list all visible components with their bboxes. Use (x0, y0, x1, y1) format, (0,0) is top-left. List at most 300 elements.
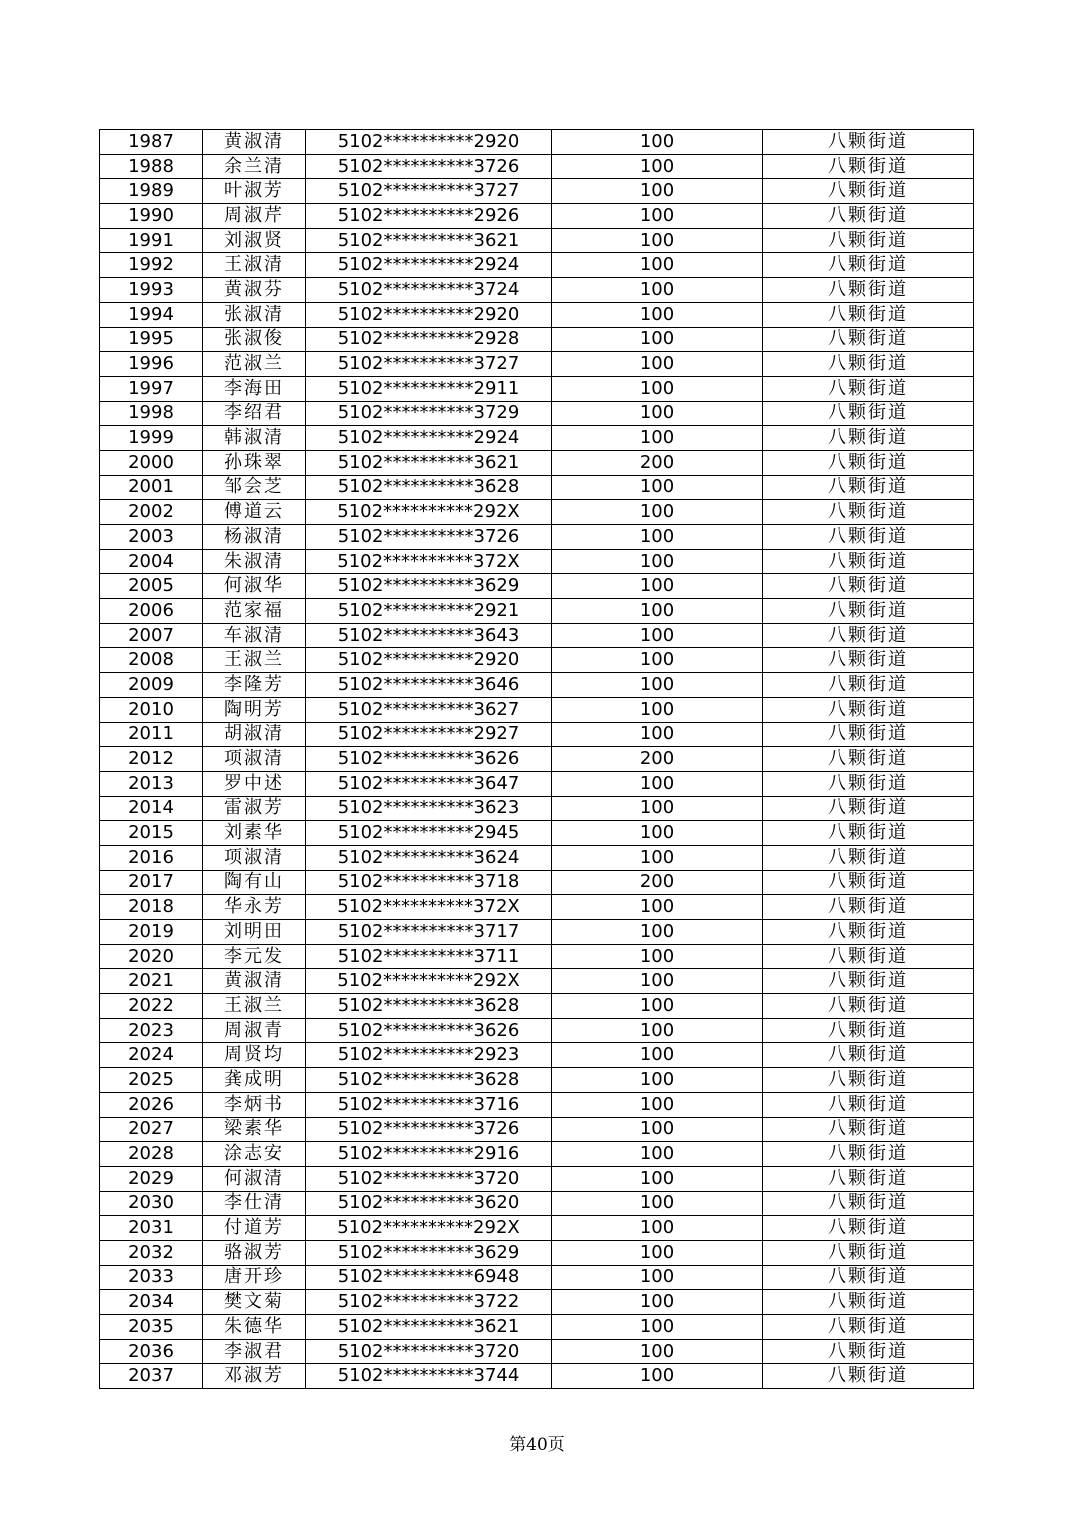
row-number-cell: 2031 (100, 1216, 203, 1241)
row-number-cell: 2025 (100, 1068, 203, 1093)
row-number-cell: 2032 (100, 1240, 203, 1265)
amount-cell: 100 (552, 1339, 763, 1364)
amount-cell: 100 (552, 376, 763, 401)
amount-cell: 200 (552, 870, 763, 895)
row-number-cell: 2005 (100, 574, 203, 599)
amount-cell: 100 (552, 130, 763, 155)
id-number-cell: 5102**********3643 (306, 623, 552, 648)
id-number-cell: 5102**********372X (306, 895, 552, 920)
street-cell: 八颗街道 (763, 1191, 974, 1216)
name-cell: 陶明芳 (203, 697, 306, 722)
street-cell: 八颗街道 (763, 130, 974, 155)
page-number: 第40页 (509, 1435, 565, 1455)
table-row (100, 821, 974, 846)
amount-cell: 100 (552, 525, 763, 550)
name-cell: 周淑芹 (203, 204, 306, 229)
table-row (100, 599, 974, 624)
table-row (100, 722, 974, 747)
row-number-cell: 1993 (100, 278, 203, 303)
table-row (100, 130, 974, 155)
table-row (100, 475, 974, 500)
street-cell: 八颗街道 (763, 821, 974, 846)
row-number-cell: 1988 (100, 154, 203, 179)
name-cell: 项淑清 (203, 747, 306, 772)
name-cell: 朱德华 (203, 1315, 306, 1340)
street-cell: 八颗街道 (763, 870, 974, 895)
street-cell: 八颗街道 (763, 845, 974, 870)
id-number-cell: 5102**********2924 (306, 426, 552, 451)
id-number-cell: 5102**********2923 (306, 1043, 552, 1068)
name-cell: 邓淑芳 (203, 1364, 306, 1389)
id-number-cell: 5102**********2945 (306, 821, 552, 846)
name-cell: 李淑君 (203, 1339, 306, 1364)
table-row (100, 648, 974, 673)
name-cell: 王淑清 (203, 253, 306, 278)
name-cell: 范家福 (203, 599, 306, 624)
amount-cell: 100 (552, 920, 763, 945)
row-number-cell: 1992 (100, 253, 203, 278)
amount-cell: 100 (552, 821, 763, 846)
id-number-cell: 5102**********2916 (306, 1142, 552, 1167)
records-table-body (100, 130, 974, 1389)
name-cell: 樊文菊 (203, 1290, 306, 1315)
row-number-cell: 1987 (100, 130, 203, 155)
street-cell: 八颗街道 (763, 623, 974, 648)
name-cell: 雷淑芳 (203, 796, 306, 821)
street-cell: 八颗街道 (763, 1315, 974, 1340)
name-cell: 何淑清 (203, 1166, 306, 1191)
amount-cell: 100 (552, 697, 763, 722)
amount-cell: 100 (552, 796, 763, 821)
amount-cell: 100 (552, 1068, 763, 1093)
row-number-cell: 2026 (100, 1092, 203, 1117)
row-number-cell: 2028 (100, 1142, 203, 1167)
street-cell: 八颗街道 (763, 673, 974, 698)
name-cell: 孙珠翠 (203, 450, 306, 475)
id-number-cell: 5102**********3724 (306, 278, 552, 303)
id-number-cell: 5102**********3621 (306, 228, 552, 253)
street-cell: 八颗街道 (763, 599, 974, 624)
street-cell: 八颗街道 (763, 1166, 974, 1191)
amount-cell: 100 (552, 1240, 763, 1265)
street-cell: 八颗街道 (763, 1364, 974, 1389)
id-number-cell: 5102**********3744 (306, 1364, 552, 1389)
amount-cell: 100 (552, 1117, 763, 1142)
table-row (100, 1216, 974, 1241)
row-number-cell: 2030 (100, 1191, 203, 1216)
table-row (100, 673, 974, 698)
id-number-cell: 5102**********3720 (306, 1166, 552, 1191)
id-number-cell: 5102**********2921 (306, 599, 552, 624)
amount-cell: 100 (552, 1092, 763, 1117)
row-number-cell: 2001 (100, 475, 203, 500)
amount-cell: 100 (552, 1364, 763, 1389)
row-number-cell: 2009 (100, 673, 203, 698)
table-row (100, 450, 974, 475)
table-row (100, 154, 974, 179)
id-number-cell: 5102**********3716 (306, 1092, 552, 1117)
id-number-cell: 5102**********3627 (306, 697, 552, 722)
name-cell: 范淑兰 (203, 352, 306, 377)
name-cell: 杨淑清 (203, 525, 306, 550)
amount-cell: 100 (552, 895, 763, 920)
name-cell: 陶有山 (203, 870, 306, 895)
table-row (100, 771, 974, 796)
id-number-cell: 5102**********3726 (306, 525, 552, 550)
amount-cell: 100 (552, 845, 763, 870)
amount-cell: 100 (552, 574, 763, 599)
street-cell: 八颗街道 (763, 697, 974, 722)
street-cell: 八颗街道 (763, 228, 974, 253)
table-row (100, 179, 974, 204)
amount-cell: 100 (552, 994, 763, 1019)
table-row (100, 1142, 974, 1167)
street-cell: 八颗街道 (763, 1339, 974, 1364)
amount-cell: 200 (552, 450, 763, 475)
table-row (100, 1315, 974, 1340)
table-row (100, 253, 974, 278)
id-number-cell: 5102**********3726 (306, 154, 552, 179)
table-row (100, 1191, 974, 1216)
name-cell: 周淑青 (203, 1018, 306, 1043)
id-number-cell: 5102**********3727 (306, 352, 552, 377)
table-row (100, 1339, 974, 1364)
table-row (100, 204, 974, 229)
name-cell: 王淑兰 (203, 648, 306, 673)
amount-cell: 100 (552, 228, 763, 253)
amount-cell: 100 (552, 648, 763, 673)
table-row (100, 969, 974, 994)
name-cell: 张淑俊 (203, 327, 306, 352)
name-cell: 李绍君 (203, 401, 306, 426)
street-cell: 八颗街道 (763, 574, 974, 599)
table-row (100, 1092, 974, 1117)
name-cell: 唐开珍 (203, 1265, 306, 1290)
street-cell: 八颗街道 (763, 994, 974, 1019)
amount-cell: 100 (552, 1166, 763, 1191)
table-row (100, 525, 974, 550)
table-row (100, 1018, 974, 1043)
row-number-cell: 2012 (100, 747, 203, 772)
street-cell: 八颗街道 (763, 327, 974, 352)
street-cell: 八颗街道 (763, 648, 974, 673)
id-number-cell: 5102**********2920 (306, 302, 552, 327)
row-number-cell: 2019 (100, 920, 203, 945)
id-number-cell: 5102**********3726 (306, 1117, 552, 1142)
row-number-cell: 1997 (100, 376, 203, 401)
table-row (100, 426, 974, 451)
table-row (100, 1166, 974, 1191)
row-number-cell: 2015 (100, 821, 203, 846)
name-cell: 何淑华 (203, 574, 306, 599)
amount-cell: 100 (552, 1315, 763, 1340)
name-cell: 刘素华 (203, 821, 306, 846)
table-row (100, 1240, 974, 1265)
street-cell: 八颗街道 (763, 376, 974, 401)
id-number-cell: 5102**********292X (306, 500, 552, 525)
table-row (100, 944, 974, 969)
name-cell: 李隆芳 (203, 673, 306, 698)
name-cell: 余兰清 (203, 154, 306, 179)
amount-cell: 100 (552, 1043, 763, 1068)
table-row (100, 1043, 974, 1068)
name-cell: 龚成明 (203, 1068, 306, 1093)
row-number-cell: 1998 (100, 401, 203, 426)
id-number-cell: 5102**********2920 (306, 648, 552, 673)
amount-cell: 100 (552, 549, 763, 574)
street-cell: 八颗街道 (763, 525, 974, 550)
street-cell: 八颗街道 (763, 154, 974, 179)
amount-cell: 100 (552, 204, 763, 229)
table-row (100, 549, 974, 574)
name-cell: 黄淑芬 (203, 278, 306, 303)
id-number-cell: 5102**********3646 (306, 673, 552, 698)
amount-cell: 100 (552, 179, 763, 204)
id-number-cell: 5102**********292X (306, 1216, 552, 1241)
street-cell: 八颗街道 (763, 969, 974, 994)
name-cell: 张淑清 (203, 302, 306, 327)
name-cell: 刘淑贤 (203, 228, 306, 253)
table-row (100, 796, 974, 821)
row-number-cell: 2007 (100, 623, 203, 648)
id-number-cell: 5102**********3717 (306, 920, 552, 945)
row-number-cell: 2034 (100, 1290, 203, 1315)
name-cell: 项淑清 (203, 845, 306, 870)
street-cell: 八颗街道 (763, 747, 974, 772)
row-number-cell: 2017 (100, 870, 203, 895)
row-number-cell: 2002 (100, 500, 203, 525)
amount-cell: 100 (552, 1191, 763, 1216)
name-cell: 骆淑芳 (203, 1240, 306, 1265)
amount-cell: 100 (552, 722, 763, 747)
street-cell: 八颗街道 (763, 796, 974, 821)
id-number-cell: 5102**********3629 (306, 574, 552, 599)
id-number-cell: 5102**********3626 (306, 747, 552, 772)
table-row (100, 994, 974, 1019)
id-number-cell: 5102**********6948 (306, 1265, 552, 1290)
table-row (100, 228, 974, 253)
row-number-cell: 2036 (100, 1339, 203, 1364)
table-row (100, 352, 974, 377)
name-cell: 周贤均 (203, 1043, 306, 1068)
table-row (100, 278, 974, 303)
id-number-cell: 5102**********2920 (306, 130, 552, 155)
row-number-cell: 2011 (100, 722, 203, 747)
row-number-cell: 2004 (100, 549, 203, 574)
row-number-cell: 2022 (100, 994, 203, 1019)
id-number-cell: 5102**********3623 (306, 796, 552, 821)
id-number-cell: 5102**********3722 (306, 1290, 552, 1315)
street-cell: 八颗街道 (763, 179, 974, 204)
id-number-cell: 5102**********3620 (306, 1191, 552, 1216)
id-number-cell: 5102**********3727 (306, 179, 552, 204)
table-row (100, 845, 974, 870)
street-cell: 八颗街道 (763, 475, 974, 500)
street-cell: 八颗街道 (763, 549, 974, 574)
row-number-cell: 2033 (100, 1265, 203, 1290)
row-number-cell: 2008 (100, 648, 203, 673)
table-row (100, 1068, 974, 1093)
amount-cell: 200 (552, 747, 763, 772)
id-number-cell: 5102**********3711 (306, 944, 552, 969)
name-cell: 梁素华 (203, 1117, 306, 1142)
id-number-cell: 5102**********3629 (306, 1240, 552, 1265)
street-cell: 八颗街道 (763, 500, 974, 525)
row-number-cell: 2010 (100, 697, 203, 722)
id-number-cell: 5102**********2911 (306, 376, 552, 401)
street-cell: 八颗街道 (763, 450, 974, 475)
records-table (99, 129, 974, 1389)
street-cell: 八颗街道 (763, 1068, 974, 1093)
id-number-cell: 5102**********3628 (306, 475, 552, 500)
id-number-cell: 5102**********3729 (306, 401, 552, 426)
name-cell: 叶淑芳 (203, 179, 306, 204)
name-cell: 车淑清 (203, 623, 306, 648)
row-number-cell: 1990 (100, 204, 203, 229)
name-cell: 刘明田 (203, 920, 306, 945)
table-row (100, 1290, 974, 1315)
table-row (100, 697, 974, 722)
id-number-cell: 5102**********3647 (306, 771, 552, 796)
row-number-cell: 2020 (100, 944, 203, 969)
street-cell: 八颗街道 (763, 1216, 974, 1241)
street-cell: 八颗街道 (763, 1092, 974, 1117)
id-number-cell: 5102**********2927 (306, 722, 552, 747)
name-cell: 李炳书 (203, 1092, 306, 1117)
table-row (100, 870, 974, 895)
row-number-cell: 2014 (100, 796, 203, 821)
name-cell: 邹会芝 (203, 475, 306, 500)
street-cell: 八颗街道 (763, 722, 974, 747)
name-cell: 胡淑清 (203, 722, 306, 747)
table-row (100, 1364, 974, 1389)
name-cell: 李海田 (203, 376, 306, 401)
row-number-cell: 1994 (100, 302, 203, 327)
row-number-cell: 2035 (100, 1315, 203, 1340)
name-cell: 黄淑清 (203, 130, 306, 155)
street-cell: 八颗街道 (763, 1018, 974, 1043)
name-cell: 傅道云 (203, 500, 306, 525)
amount-cell: 100 (552, 1216, 763, 1241)
amount-cell: 100 (552, 500, 763, 525)
amount-cell: 100 (552, 1018, 763, 1043)
amount-cell: 100 (552, 302, 763, 327)
street-cell: 八颗街道 (763, 204, 974, 229)
amount-cell: 100 (552, 475, 763, 500)
row-number-cell: 2027 (100, 1117, 203, 1142)
name-cell: 李仕清 (203, 1191, 306, 1216)
amount-cell: 100 (552, 352, 763, 377)
id-number-cell: 5102**********3628 (306, 994, 552, 1019)
amount-cell: 100 (552, 623, 763, 648)
row-number-cell: 2006 (100, 599, 203, 624)
row-number-cell: 2003 (100, 525, 203, 550)
row-number-cell: 2016 (100, 845, 203, 870)
street-cell: 八颗街道 (763, 1117, 974, 1142)
street-cell: 八颗街道 (763, 944, 974, 969)
street-cell: 八颗街道 (763, 1265, 974, 1290)
table-row (100, 920, 974, 945)
row-number-cell: 1991 (100, 228, 203, 253)
table-row (100, 1117, 974, 1142)
table-row (100, 895, 974, 920)
id-number-cell: 5102**********2928 (306, 327, 552, 352)
id-number-cell: 5102**********3624 (306, 845, 552, 870)
id-number-cell: 5102**********3621 (306, 450, 552, 475)
name-cell: 朱淑清 (203, 549, 306, 574)
table-row (100, 623, 974, 648)
row-number-cell: 2023 (100, 1018, 203, 1043)
street-cell: 八颗街道 (763, 352, 974, 377)
id-number-cell: 5102**********3718 (306, 870, 552, 895)
street-cell: 八颗街道 (763, 278, 974, 303)
table-row (100, 747, 974, 772)
amount-cell: 100 (552, 278, 763, 303)
table-row (100, 376, 974, 401)
amount-cell: 100 (552, 154, 763, 179)
table-row (100, 574, 974, 599)
name-cell: 罗中述 (203, 771, 306, 796)
street-cell: 八颗街道 (763, 895, 974, 920)
street-cell: 八颗街道 (763, 1290, 974, 1315)
name-cell: 黄淑清 (203, 969, 306, 994)
row-number-cell: 1989 (100, 179, 203, 204)
table-row (100, 1265, 974, 1290)
row-number-cell: 2021 (100, 969, 203, 994)
table-row (100, 302, 974, 327)
amount-cell: 100 (552, 401, 763, 426)
id-number-cell: 5102**********3628 (306, 1068, 552, 1093)
row-number-cell: 2000 (100, 450, 203, 475)
row-number-cell: 1995 (100, 327, 203, 352)
row-number-cell: 2029 (100, 1166, 203, 1191)
name-cell: 付道芳 (203, 1216, 306, 1241)
amount-cell: 100 (552, 599, 763, 624)
amount-cell: 100 (552, 673, 763, 698)
name-cell: 华永芳 (203, 895, 306, 920)
amount-cell: 100 (552, 944, 763, 969)
amount-cell: 100 (552, 771, 763, 796)
street-cell: 八颗街道 (763, 401, 974, 426)
row-number-cell: 2024 (100, 1043, 203, 1068)
row-number-cell: 2018 (100, 895, 203, 920)
amount-cell: 100 (552, 426, 763, 451)
street-cell: 八颗街道 (763, 302, 974, 327)
street-cell: 八颗街道 (763, 253, 974, 278)
row-number-cell: 2037 (100, 1364, 203, 1389)
amount-cell: 100 (552, 969, 763, 994)
name-cell: 王淑兰 (203, 994, 306, 1019)
id-number-cell: 5102**********292X (306, 969, 552, 994)
amount-cell: 100 (552, 327, 763, 352)
row-number-cell: 1999 (100, 426, 203, 451)
street-cell: 八颗街道 (763, 1142, 974, 1167)
row-number-cell: 1996 (100, 352, 203, 377)
street-cell: 八颗街道 (763, 771, 974, 796)
id-number-cell: 5102**********372X (306, 549, 552, 574)
street-cell: 八颗街道 (763, 426, 974, 451)
id-number-cell: 5102**********2926 (306, 204, 552, 229)
street-cell: 八颗街道 (763, 1043, 974, 1068)
amount-cell: 100 (552, 1265, 763, 1290)
street-cell: 八颗街道 (763, 920, 974, 945)
table-row (100, 327, 974, 352)
amount-cell: 100 (552, 1142, 763, 1167)
id-number-cell: 5102**********3720 (306, 1339, 552, 1364)
row-number-cell: 2013 (100, 771, 203, 796)
table-row (100, 401, 974, 426)
id-number-cell: 5102**********2924 (306, 253, 552, 278)
